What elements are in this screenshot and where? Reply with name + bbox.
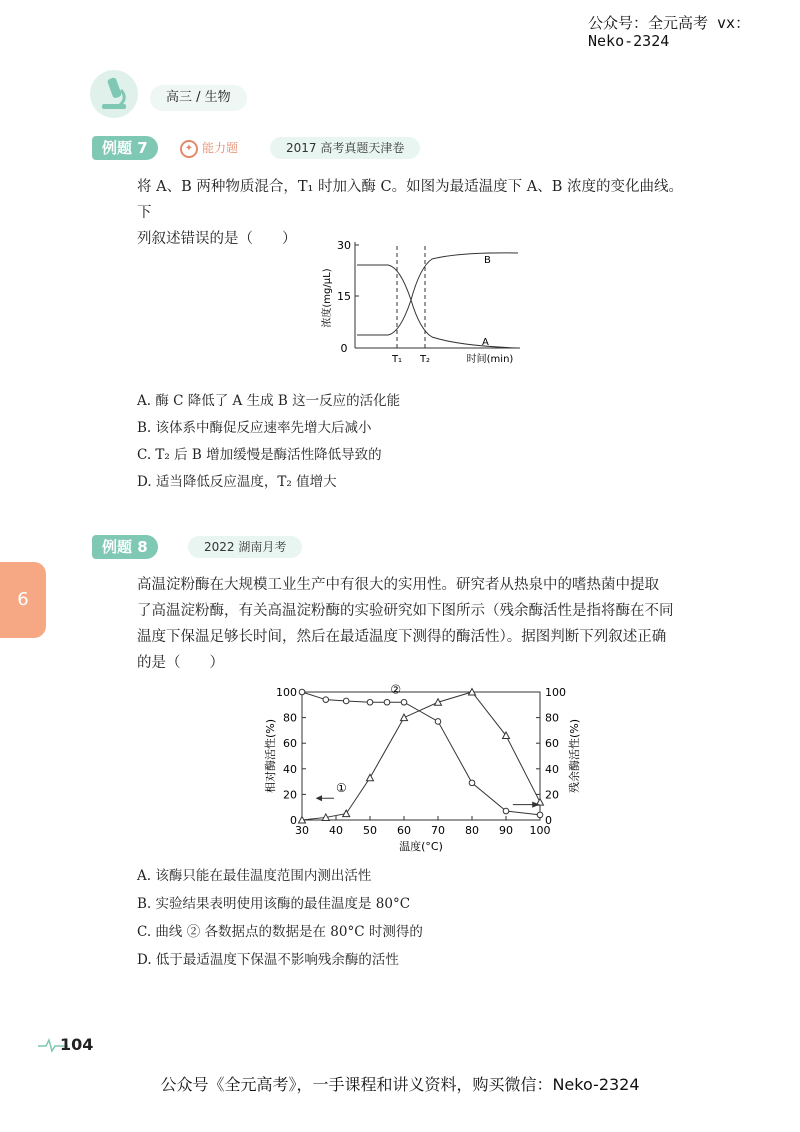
curve-1-arrowhead	[316, 795, 322, 801]
y-tick-label-left: 60	[283, 737, 297, 751]
x-tick-label: 40	[329, 824, 343, 837]
y-tick-label-right: 100	[545, 686, 566, 699]
option-b: B. 该体系中酶促反应速率先增大后减小	[137, 420, 372, 436]
example-tag: 例题 8	[92, 535, 158, 559]
data-point-circle	[503, 808, 509, 814]
source-label: 2017 高考真题天津卷	[270, 137, 420, 159]
data-point-triangle	[343, 810, 350, 817]
x-tick-label: 30	[295, 824, 309, 837]
question-line: 温度下保温足够长时间，然后在最适温度下测得的酶活性）。据图判断下列叙述正确	[137, 629, 667, 645]
ability-icon: ✦	[180, 140, 198, 158]
data-point-circle	[367, 699, 373, 705]
breadcrumb: 高三 / 生物	[150, 85, 247, 111]
data-point-circle	[469, 780, 475, 786]
watermark-text: 公众号：全元高考 vx：Neko-2324	[588, 14, 751, 50]
series-line-1	[302, 692, 540, 820]
y-tick-label-left: 40	[283, 762, 297, 776]
data-point-circle	[299, 689, 305, 695]
y-tick-label-right: 60	[545, 737, 559, 751]
question-line: 高温淀粉酶在大规模工业生产中有很大的实用性。研究者从热泉中的嗜热菌中提取	[137, 577, 659, 593]
data-point-circle	[537, 812, 543, 818]
y-tick-label: 15	[337, 290, 351, 303]
data-point-circle	[323, 697, 329, 703]
y-tick-label-left: 80	[283, 711, 297, 725]
curve-label-a: A	[482, 337, 489, 348]
data-point-triangle	[401, 714, 408, 721]
question-line: 了高温淀粉酶，有关高温淀粉酶的实验研究如下图所示（残余酶活性是指将酶在不同	[137, 603, 674, 619]
footer-text: 公众号《全元高考》，一手课程和讲义资料，购买微信：Neko-2324	[160, 1075, 640, 1094]
data-point-circle	[384, 699, 390, 705]
y-axis-label-left: 相对酶活性(%)	[264, 718, 277, 794]
x-tick-label: 100	[529, 824, 551, 837]
x-axis-label: 时间(min)	[466, 354, 514, 365]
option-a: A. 该酶只能在最佳温度范围内测出活性	[137, 868, 372, 884]
y-tick-label: 30	[337, 239, 351, 252]
y-tick-label-right: 40	[545, 762, 559, 776]
plot-frame	[302, 692, 540, 820]
x-tick-label: 70	[431, 824, 445, 837]
ability-badge	[180, 137, 238, 159]
option-c: C. 曲线 ② 各数据点的数据是在 80°C 时测得的	[137, 924, 423, 940]
y-tick-label-right: 80	[545, 711, 559, 725]
y-axis-label-right: 残余酶活性(%)	[568, 718, 581, 794]
x-tick-label: 50	[363, 824, 377, 837]
curve-marker-2: ②	[390, 682, 402, 697]
question-line: 列叙述错误的是（ ）	[137, 231, 297, 247]
data-point-circle	[435, 719, 441, 725]
question-text	[137, 572, 697, 676]
option-d: D. 低于最适温度下保温不影响残余酶的活性	[137, 952, 399, 968]
x-tick-label: 80	[465, 824, 479, 837]
data-point-circle	[401, 699, 407, 705]
y-tick-label: 0	[340, 342, 348, 355]
y-tick-label-right: 20	[545, 788, 559, 802]
source-label: 2022 湖南月考	[188, 536, 302, 558]
y-axis-label: 浓度(mg/μL)	[322, 268, 333, 328]
concentration-chart	[320, 232, 530, 367]
enzyme-activity-chart	[262, 680, 592, 855]
example-tag: 例题 7	[92, 136, 158, 160]
option-b: B. 实验结果表明使用该酶的最佳温度是 80°C	[137, 896, 411, 912]
ability-label: 能力题	[202, 141, 239, 155]
curve-label-b: B	[484, 255, 491, 266]
x-tick-label: T₂	[419, 354, 431, 365]
question-line: 的是（ ）	[137, 655, 224, 671]
page-number: 104	[60, 1035, 94, 1054]
y-tick-label-right: 0	[545, 814, 552, 827]
chapter-tab: 6	[0, 562, 46, 638]
curve-marker-1: ①	[336, 780, 347, 795]
y-tick-label-left: 100	[276, 686, 297, 699]
x-tick-label: 90	[499, 824, 513, 837]
y-tick-label-left: 0	[290, 814, 297, 827]
y-tick-label-left: 20	[283, 788, 297, 802]
option-a: A. 酶 C 降低了 A 生成 B 这一反应的活化能	[137, 393, 401, 409]
data-point-triangle	[367, 774, 374, 781]
x-tick-label: T₁	[391, 354, 403, 365]
x-tick-label: 60	[397, 824, 411, 837]
option-d: D. 适当降低反应温度，T₂ 值增大	[137, 474, 337, 490]
data-point-circle	[343, 698, 349, 704]
microscope-logo-icon	[88, 68, 140, 120]
option-c: C. T₂ 后 B 增加缓慢是酶活性降低导致的	[137, 447, 382, 463]
question-line: 将 A、B 两种物质混合，T₁ 时加入酶 C。如图为最适温度下 A、B 浓度的变化曲线。下	[137, 179, 683, 221]
curve-a	[357, 265, 518, 348]
x-axis-label: 温度(°C)	[399, 840, 443, 853]
